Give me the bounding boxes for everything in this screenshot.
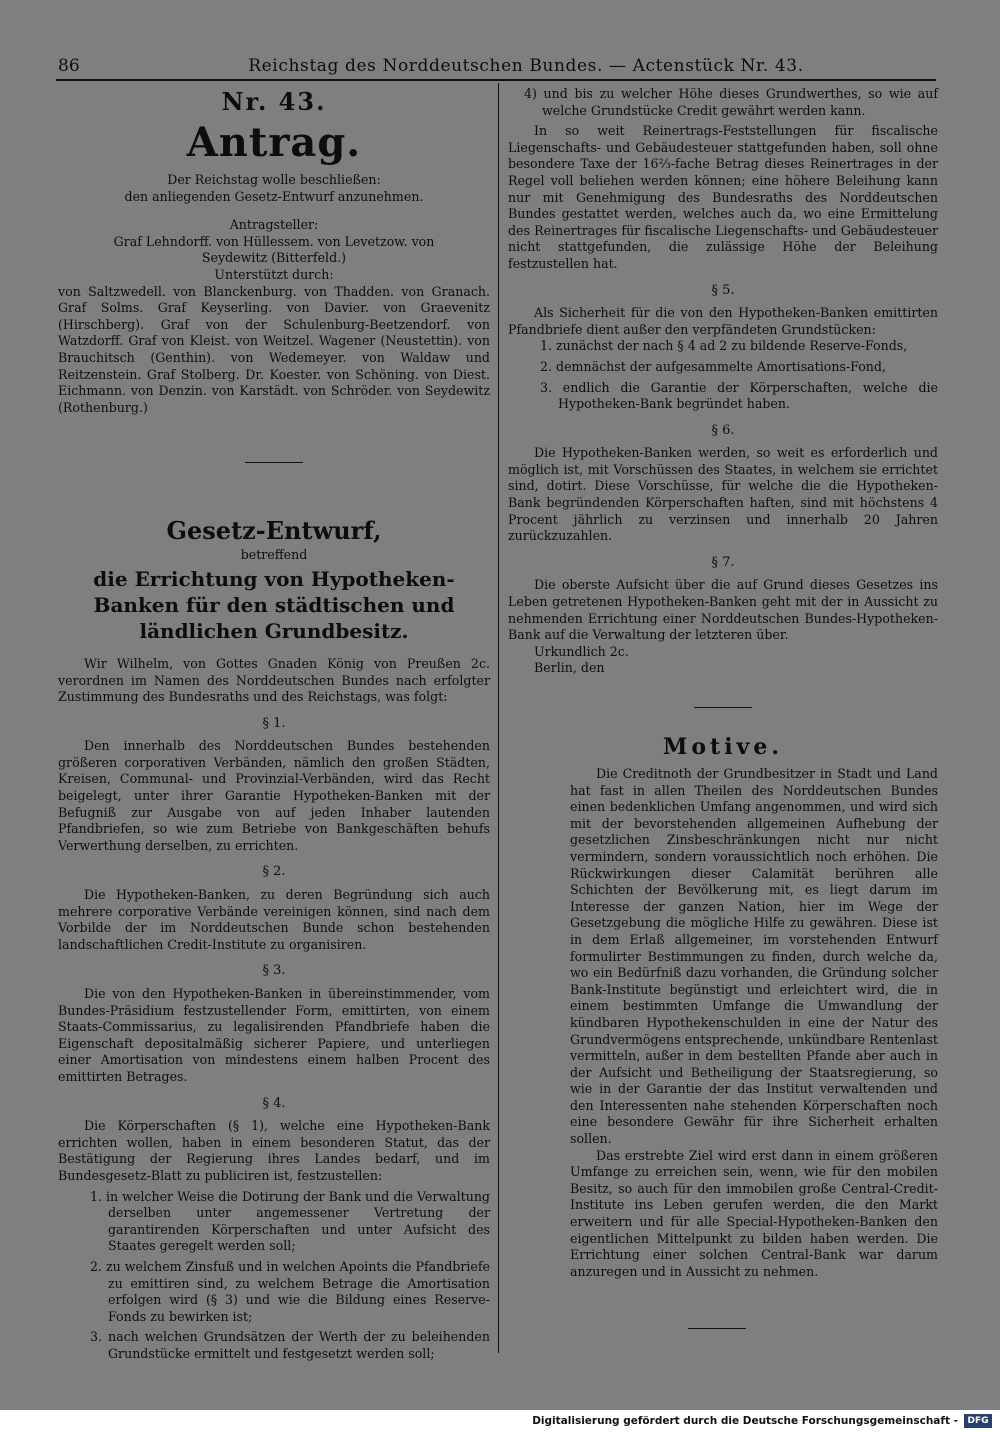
section-6-text: Die Hypotheken-Banken werden, so weit es erforderlich und möglich ist, mit Vorschüssen des Staates, in welchem sie errichtet sind, dotirt. Diese Vorschüsse, für welche die die Hypotheken-Bank begründenden Körperschaften haften, sind mit höchstens 4 Procent jährlich zu verzinsen und innerhalb 20 Jahren zurückzuzahlen. [508,445,938,544]
section-5-item: 3. endlich die Garantie der Körperschaften, welche die Hypotheken-Bank begründet haben. [540,379,938,412]
section-7-text: Die oberste Aufsicht über die auf Grund dieses Gesetzes ins Leben getretenen Hypotheken-Banken geht mit der in Aussicht zu nehmenden Errichtung einer Norddeutschen Bundes-Hypotheken-Bank auf die Verwaltung der letzteren über. [508,577,938,643]
page-header [58,50,934,76]
unterstuetzt-names: von Saltzwedell. von Blanckenburg. von Thadden. von Granach. Graf Solms. Graf Keyserling. von Davier. von Graevenitz (Hirschberg). Graf von der Schulenburg-Beetzendorf. von Watzdorff. Graf von Kleist. von Weitzel. Wagener (Neustettin). von Brauchitsch (Genthin). von Wedemeyer. von Waldaw und Reitzenstein. Graf Stolberg. Dr. Koester. von Schöning. von Diest. Eichmann. von Denzin. von Karstädt. von Schröder. von Seydewitz (Rothenburg.) [58,283,490,415]
section-7-heading: § 7. [711,554,735,570]
gesetz-description: die Errichtung von Hypotheken-Banken für den städtischen und ländlichen Grundbesitz. [93,566,455,643]
antrag-intro: Der Reichstag wolle beschließen: [167,172,381,187]
gesetz-title: Gesetz-Entwurf, [166,516,382,546]
urkundlich-line: Urkundlich 2c. [534,643,629,659]
unterstuetzt-label: Unterstützt durch: [214,266,334,282]
motive-block [508,766,938,1280]
left-column [58,86,490,1366]
antrag-text: den anliegenden Gesetz-Entwurf anzunehmen. [124,188,424,204]
section-6-heading: § 6. [711,422,735,438]
gesetz-betreffend: betreffend [240,547,308,563]
section-4-item: 4) und bis zu welcher Höhe dieses Grundwerthes, so wie auf welche Grundstücke Credit gewährt werden kann. [524,86,938,118]
section-4-continuation: In so weit Reinertrags-Feststellungen für fiscalische Liegenschafts- und Gebäudesteuer stattgefunden haben, soll ohne besondere Taxe der 16⅔-fache Betrag dieses Reinertrages in der Regel voll beliehen werden können; eine höhere Beleihung kann nur mit Genehmigung des Bundesraths des Norddeutschen Bundes gestattet werden, welches auch da, wo eine Ermittelung des Reinertrages für fiscalische Liegenschafts- und Gebäudesteuer nicht stattgefunden, die zulässige Höhe der Beleihung festzustellen hat. [508,123,938,271]
berlin-line: Berlin, den [534,660,605,676]
antrag-title: Antrag. [186,119,362,166]
dfg-logo-icon: DFG [964,1414,992,1428]
motive-title: Motive. [663,734,783,760]
section-1-text: Den innerhalb des Norddeutschen Bundes bestehenden größeren corporativen Verbänden, nämlich den großen Städten, Kreisen, Communal- und Provinzial-Verbänden, wird das Recht beigelegt, unter ihrer Garantie Hypotheken-Banken mit der Befugniß zur Ausgabe von auf jeden Inhaber lautenden Pfandbriefen, so wie zum Betriebe von Bankgeschäften behufs Verwerthung derselben, zu errichten. [58,738,490,853]
section-2-text: Die Hypotheken-Banken, zu deren Begründung sich auch mehrere corporative Verbände vereinigen können, sind nach dem Vorbilde der im Norddeutschen Bunde schon bestehenden landschaftlichen Credit-Institute zu organisiren. [58,887,490,952]
right-column [508,86,938,1329]
motive-paragraph: Das erstrebte Ziel wird erst dann in einem größeren Umfange zu erreichen sein, wenn, wie für den mobilen Besitz, so auch für den immobilen große Central-Credit-Institute ins Leben gerufen werden, die den Markt erweitern und für alle Special-Hypotheken-Banken den eigentlichen Mittelpunkt zu bilden haben werden. Die Errichtung einer solchen Central-Bank war darum anzuregen und in Aussicht zu nehmen. [570,1147,938,1279]
section-4-item: 1. in welcher Weise die Dotirung der Bank und die Verwaltung derselben unter angemessener Vertretung der garantirenden Körperschaften und unter Aufsicht des Staates geregelt werden soll; [90,1188,490,1254]
section-4-item: 3. nach welchen Grundsätzen der Werth der zu beleihenden Grundstücke ermittelt und festgesetzt werden soll; [90,1329,490,1361]
header-rule [56,79,936,81]
antragsteller-names: Graf Lehndorff. von Hüllessem. von Levetzow. von Seydewitz (Bitterfeld.) [113,233,435,266]
digitization-footer [0,1410,1000,1432]
footer-text: Digitalisierung gefördert durch die Deutsche Forschungsgemeinschaft - [532,1415,958,1427]
section-4-text: Die Körperschaften (§ 1), welche eine Hypotheken-Bank errichten wollen, haben in einem besonderen Statut, das der Bestätigung der Regierung ihres Landes bedarf, und im Bundesgesetz-Blatt zu publiciren ist, festzustellen: [58,1118,490,1183]
motive-paragraph: Die Creditnoth der Grundbesitzer in Stadt und Land hat fast in allen Theilen des Norddeutschen Bundes einen bedenklichen Umfang angenommen, und wird sich mit der bevorstehenden allgemeinen Aufhebung der gesetzlichen Zinsbeschränkungen nicht nur nicht vermindern, sondern voraussichtlich noch erhöhen. Die Rückwirkungen dieser Calamität berühren alle Schichten der Bevölkerung mit, es liegt darum im Interesse der ganzen Nation, hier im Wege der Gesetzgebung die mögliche Hilfe zu gewähren. Diese ist in dem Erlaß allgemeiner, im vorstehenden Entwurf formulirter Bestimmungen zu finden, durch welche da, wo ein Bedürfniß dazu vorhanden, die Gründung solcher Bank-Institute begünstigt und erleichtert wird, die in einem bestimmten Umfange die Umwandlung der kündbaren Hypothekenschulden in eine der Natur des Grundvermögens entsprechende, unkündbare Rentenlast vermitteln, außer in dem bestellten Pfande aber auch in der Aufsicht und Betheiligung der Staatsregierung, so wie in der Garantie der das Institut verwaltenden und den Interessenten nahe stehenden Körperschaften noch eine besondere Gewähr für ihre Sicherheit erhalten sollen. [570,766,938,1147]
section-5-item: 2. demnächst der aufgesammelte Amortisations-Fond, [540,358,886,374]
antragsteller-label: Antragsteller: [229,217,319,233]
section-5-heading: § 5. [711,282,735,298]
section-3-heading: § 3. [262,963,286,979]
section-divider [245,462,303,463]
section-4-item: 2. zu welchem Zinsfuß und in welchen Apoints die Pfandbriefe zu emittiren sind, zu welchem Betrage die Amortisation erfolgen wird (§ 3) und wie die Bildung eines Reserve-Fonds zu bewirken ist; [90,1258,490,1324]
preamble: Wir Wilhelm, von Gottes Gnaden König von Preußen 2c. verordnen im Namen des Norddeutschen Bundes nach erfolgter Zustimmung des Bundesraths und des Reichstags, was folgt: [58,655,490,705]
document-number: Nr. 43. [221,87,327,116]
page-number: 86 [58,56,80,76]
section-5-item: 1. zunächst der nach § 4 ad 2 zu bildende Reserve-Fonds, [540,338,908,354]
running-title: Reichstag des Norddeutschen Bundes. — Actenstück Nr. 43. [248,56,804,76]
section-3-text: Die von den Hypotheken-Banken in übereinstimmender, vom Bundes-Präsidium festzustellender Form, emittirten, von einem Staats-Commissarius, zu legalisirenden Pfandbriefe haben die Eigenschaft depositalmäßig sicherer Papiere, und unterliegen einer Amortisation von mindestens einem halben Procent des emittirten Betrages. [58,986,490,1084]
section-5-text: Als Sicherheit für die von den Hypotheken-Banken emittirten Pfandbriefe dient außer den verpfändeten Grundstücken: [508,305,938,337]
section-2-heading: § 2. [262,864,286,880]
end-rule [688,1328,746,1329]
column-divider [498,83,499,1353]
section-1-heading: § 1. [262,715,286,731]
section-4-heading: § 4. [262,1095,286,1111]
section-divider [694,707,752,708]
